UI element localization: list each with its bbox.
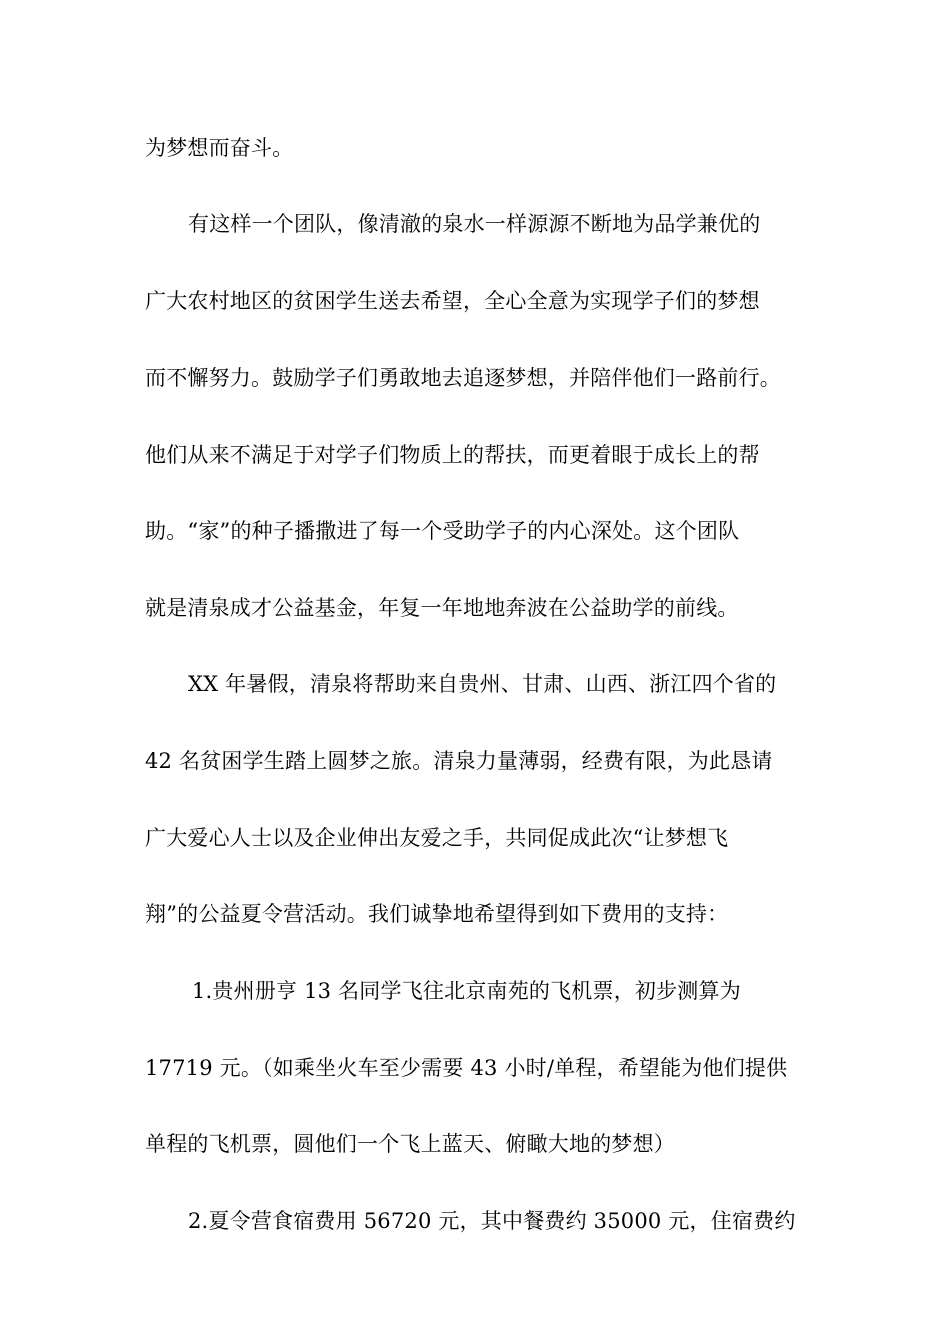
- paragraph-start-line: XX 年暑假，清泉将帮助来自贵州、甘肃、山西、浙江四个省的: [188, 672, 777, 696]
- list-item-line: 1.贵州册亨 13 名同学飞往北京南苑的飞机票，初步测算为: [192, 979, 741, 1003]
- text-line: 单程的飞机票，圆他们一个飞上蓝天、俯瞰大地的梦想）: [145, 1132, 675, 1156]
- text-line: 为梦想而奋斗。: [145, 136, 294, 160]
- text-line: 42 名贫困学生踏上圆梦之旅。清泉力量薄弱，经费有限，为此恳请: [145, 749, 773, 773]
- text-line: 就是清泉成才公益基金，年复一年地地奔波在公益助学的前线。: [145, 596, 739, 620]
- text-line: 而不懈努力。鼓励学子们勇敢地去追逐梦想，并陪伴他们一路前行。: [145, 366, 781, 390]
- text-line: 17719 元。（如乘坐火车至少需要 43 小时/单程，希望能为他们提供: [145, 1056, 788, 1080]
- list-item-line: 2.夏令营食宿费用 56720 元，其中餐费约 35000 元，住宿费约: [188, 1209, 796, 1233]
- text-line: 他们从来不满足于对学子们物质上的帮扶，而更着眼于成长上的帮: [145, 443, 760, 467]
- text-line: 翔”的公益夏令营活动。我们诚挚地希望得到如下费用的支持：: [145, 902, 729, 926]
- paragraph-start-line: 有这样一个团队，像清澈的泉水一样源源不断地为品学兼优的: [188, 212, 761, 236]
- text-line: 广大爱心人士以及企业伸出友爱之手，共同促成此次“让梦想飞: [145, 826, 729, 850]
- text-line: 助。“家”的种子播撒进了每一个受助学子的内心深处。这个团队: [145, 519, 740, 543]
- text-line: 广大农村地区的贫困学生送去希望，全心全意为实现学子们的梦想: [145, 289, 760, 313]
